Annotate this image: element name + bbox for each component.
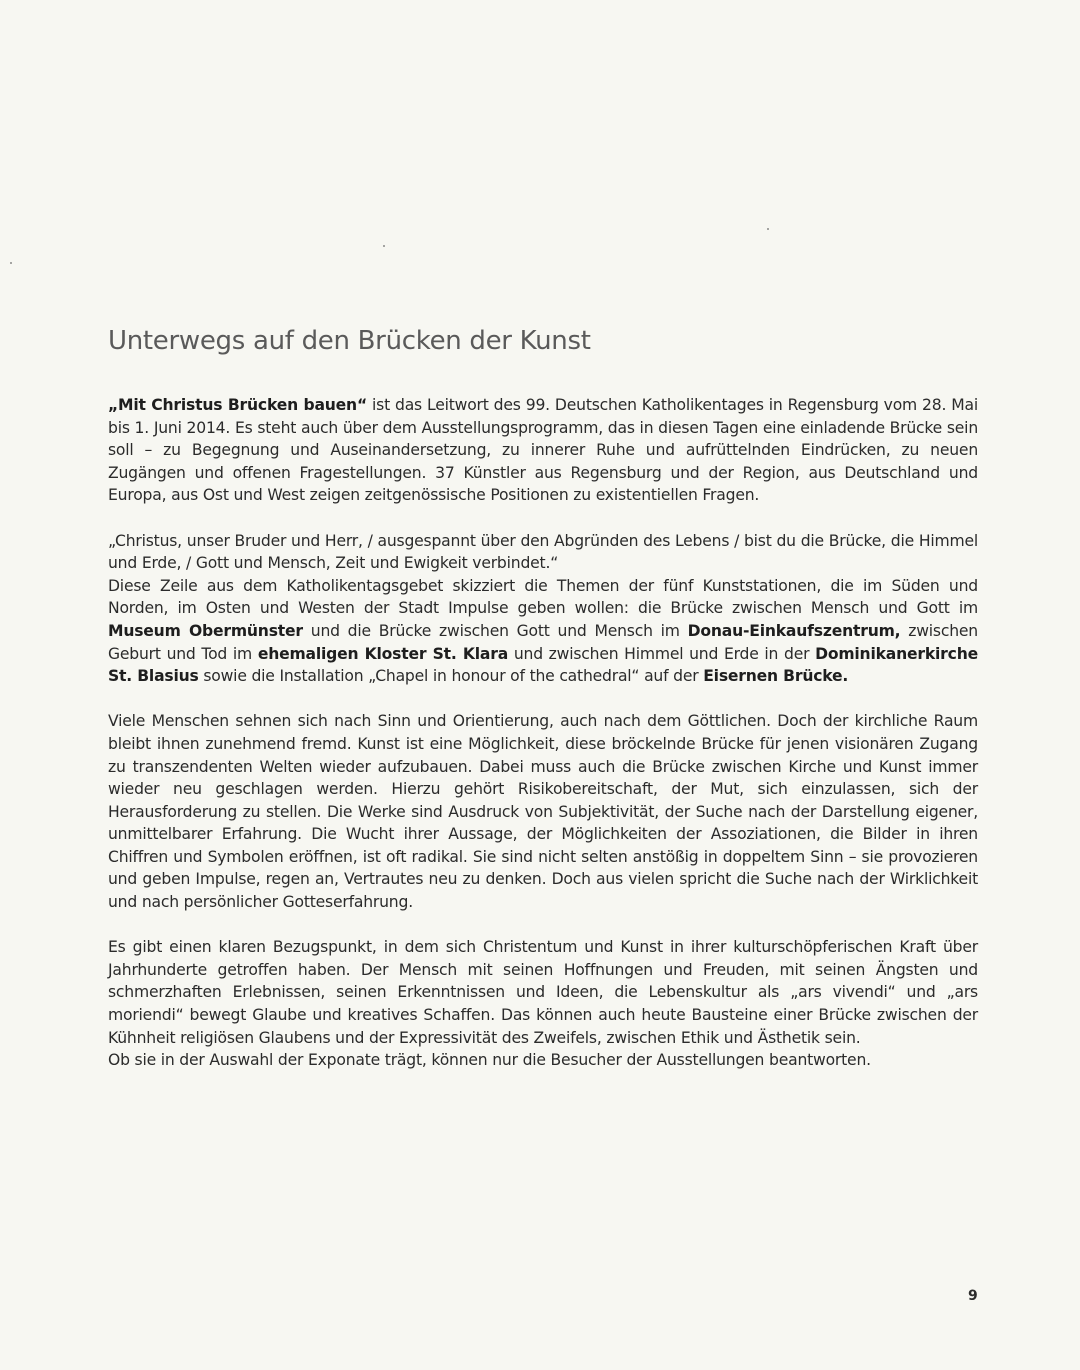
station-eiserne-bruecke: Eisernen Brücke. bbox=[703, 667, 849, 686]
stations-text-5: sowie die Installation „Chapel in honour of the cathedral“ auf der bbox=[198, 667, 704, 686]
station-kloster-st-klara: ehemaligen Kloster St. Klara bbox=[257, 644, 509, 663]
motto-text: „Mit Christus Brücken bauen“ bbox=[108, 396, 367, 414]
paragraph-meaning: Viele Menschen sehnen sich nach Sinn und Orientierung, auch nach dem Göttlichen. Doch der kirchliche Raum bleibt ihnen zunehmend fremd. Kunst ist eine Möglichkeit, diese bröckelnde Brücke für jenen visionären Zugang zu transzendenten Welten wieder aufzubauen. Dabei muss auch die Brücke zwischen Kirche und Kunst immer wieder neu geschlagen werden. Hierzu gehört Risikobereitschaft, der Mut, sich einzulassen, sich der Herausforderung zu stellen. Die Werke sind Ausdruck von Subjektivität, der Suche nach der Darstellung eigener, unmittelbarer Erfahrung. Die Wucht ihrer Aussage, der Möglichkeiten der Assoziationen, die Bilder in ihren Chiffren und Symbolen eröffnen, ist oft radikal. Sie sind nicht selten anstößig in doppeltem Sinn – sie provozieren und geben Impulse, regen an, Vertrautes neu zu denken. Doch aus vielen spricht die Suche nach der Wirklichkeit und nach persönlicher Gotteserfahrung. bbox=[108, 712, 978, 912]
paragraph-reference: Es gibt einen klaren Bezugspunkt, in dem sich Christentum und Kunst in ihrer kulturschöpferischen Kraft über Jahrhunderte getroffen haben. Der Mensch mit seinen Hoffnungen und Freuden, mit seinen Ängsten und schmerzhaften Erlebnissen, seinen Erkenntnissen und Ideen, die Lebenskultur als „ars vivendi“ und „ars moriendi“ bewegt Glaube und kreatives Schaffen. Das können auch heute Bausteine einer Brücke zwischen der Kühnheit religiösen Glaubens und der Expressivität des Zweifels, zwischen Ethik und Ästhetik sein. bbox=[108, 938, 978, 1047]
paper-speck bbox=[383, 245, 385, 247]
paragraph-stations bbox=[108, 575, 978, 688]
paragraph-intro bbox=[108, 394, 978, 507]
intro-text: ist das Leitwort des 99. Deutschen Katholikentages in Regensburg vom 28. Mai bis 1. Juni 2014. Es steht auch über dem Ausstellungsprogramm, das in diesen Tagen eine einladende Brücke sein soll – zu Begegnung und Auseinandersetzung, zu innerer Ruhe und aufrüttelnden Eindrücken, zu neuen Zugängen und offenen Fragestellungen. 37 Künstler aus Regensburg und der Region, aus Deutschland und Europa, aus Ost und West zeigen zeitgenössische Positionen zu existentiellen Fragen. bbox=[108, 396, 978, 505]
stations-text-3: zwischen Geburt und Tod im bbox=[108, 621, 978, 663]
paper-speck bbox=[10, 262, 12, 264]
stations-text-2: und die Brücke zwischen Gott und Mensch im bbox=[302, 621, 688, 640]
prayer-quote: „Christus, unser Bruder und Herr, / ausgespannt über den Abgründen des Lebens / bist du die Brücke, die Himmel und Erde, / Gott und Mensch, Zeit und Ewigkeit verbindet.“ bbox=[108, 531, 978, 573]
stations-text-1: Diese Zeile aus dem Katholikentagsgebet skizziert die Themen der fünf Kunststationen, die im Süden und Norden, im Osten und Westen der Stadt Impulse geben wollen: die Brücke zwischen Mensch und Gott im bbox=[108, 576, 978, 618]
paper-speck bbox=[767, 228, 769, 230]
paragraph-closing: Ob sie in der Auswahl der Exponate trägt, können nur die Besucher der Ausstellungen beantworten. bbox=[108, 1051, 871, 1070]
station-museum-obermuenster: Museum Obermünster bbox=[108, 621, 303, 640]
article-body bbox=[108, 394, 978, 1094]
page-title: Unterwegs auf den Brücken der Kunst bbox=[108, 326, 591, 356]
page-number: 9 bbox=[968, 1288, 978, 1304]
station-dominikanerkirche: Dominikanerkirche St. Blasius bbox=[108, 644, 978, 686]
station-donau-einkaufszentrum: Donau-Einkaufszentrum, bbox=[687, 621, 901, 640]
stations-text-4: und zwischen Himmel und Erde in der bbox=[508, 644, 816, 663]
